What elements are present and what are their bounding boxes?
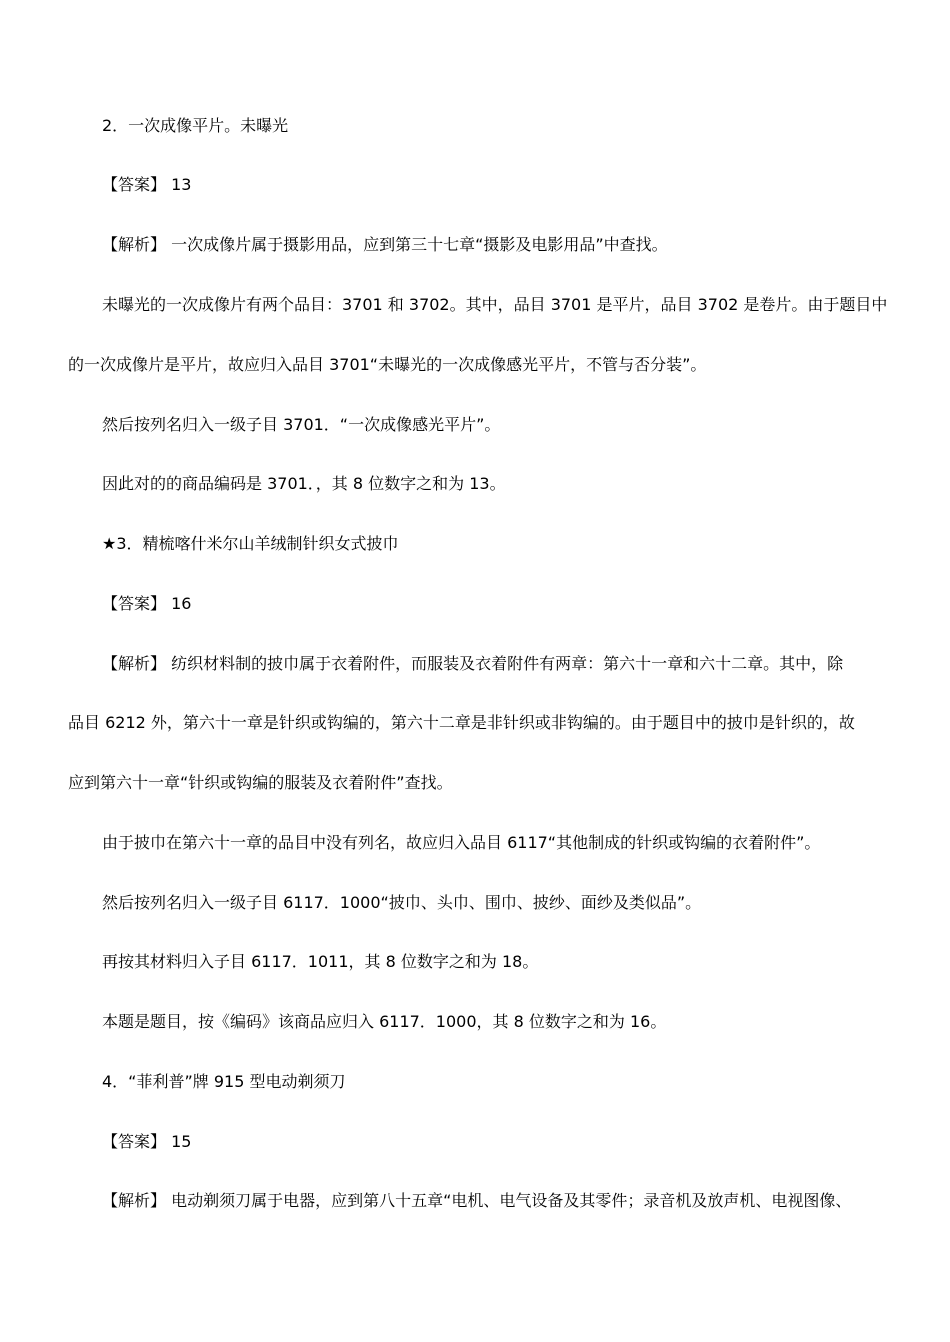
paragraph-line: 品目 6212 外，第六十一章是针织或钩编的，第六十二章是非针织或非钩编的。由于题目中的披巾是针织的，故: [68, 713, 855, 732]
paragraph-line: 然后按列名归入一级子目 6117．1000“披巾、头巾、围巾、披纱、面纱及类似品”。: [102, 893, 702, 912]
paragraph-line: 然后按列名归入一级子目 3701．“一次成像感光平片”。: [102, 415, 501, 434]
paragraph-line: 因此对的的商品编码是 3701．，其 8 位数字之和为 13。: [102, 474, 506, 493]
paragraph-line: 由于披巾在第六十一章的品目中没有列名，故应归入品目 6117“其他制成的针织或钩编的衣着附件”。: [102, 833, 821, 852]
question-4-answer: 【答案】 15: [102, 1132, 192, 1151]
question-2-analysis: 【解析】 一次成像片属于摄影用品，应到第三十七章“摄影及电影用品”中查找。: [102, 235, 668, 254]
question-2-answer: 【答案】 13: [102, 175, 192, 194]
paragraph-line: 本题是题目，按《编码》该商品应归入 6117．1000，其 8 位数字之和为 16。: [102, 1012, 667, 1031]
question-3-title: ★3．精梳喀什米尔山羊绒制针织女式披巾: [102, 534, 399, 553]
question-3-analysis: 【解析】 纺织材料制的披巾属于衣着附件，而服装及衣着附件有两章：第六十一章和六十二章。其中，除: [102, 654, 844, 673]
question-3-answer: 【答案】 16: [102, 594, 192, 613]
paragraph-line: 应到第六十一章“针织或钩编的服装及衣着附件”查找。: [68, 773, 453, 792]
question-4-analysis: 【解析】 电动剃须刀属于电器，应到第八十五章“电机、电气设备及其零件；录音机及放声机、电视图像、: [102, 1191, 852, 1210]
paragraph-line: 再按其材料归入子目 6117．1011，其 8 位数字之和为 18。: [102, 952, 539, 971]
paragraph-line: 未曝光的一次成像片有两个品目：3701 和 3702。其中，品目 3701 是平片，品目 3702 是卷片。由于题目中: [102, 295, 888, 314]
question-2-title: 2．一次成像平片。未曝光: [102, 116, 289, 135]
paragraph-line: 的一次成像片是平片，故应归入品目 3701“未曝光的一次成像感光平片，不管与否分装”。: [68, 355, 707, 374]
question-4-title: 4．“菲利普”牌 915 型电动剃须刀: [102, 1072, 346, 1091]
